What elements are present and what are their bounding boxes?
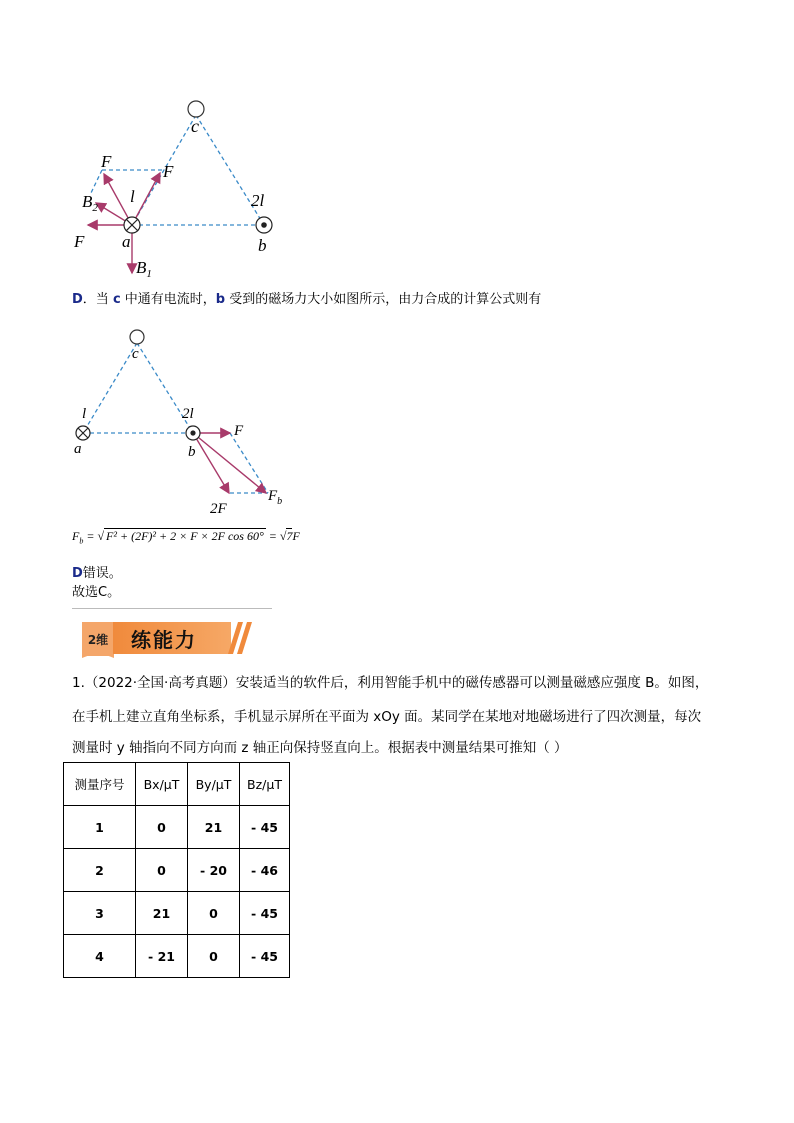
question-block (72, 668, 732, 756)
conclusion-d: D错误。 (72, 566, 122, 581)
label-l: l (130, 187, 135, 206)
option-d-letter: D (72, 292, 83, 307)
force-formula: $F_b$ = √ F² + (2F)² + 2 × F × 2F cos 60° = √7F (72, 529, 300, 546)
force-arrows-2 (193, 433, 266, 493)
label-c: c (191, 116, 199, 136)
conclusion-choice: 故选C。 (72, 585, 121, 600)
label-f-left: F (74, 232, 85, 251)
force-diagram-2 (60, 325, 310, 525)
label-2l: 2l (251, 191, 265, 210)
option-d-line: D．当 c 中通有电流时，b 受到的磁场力大小如图所示，由力合成的计算公式则有 (72, 292, 542, 307)
measurement-table (63, 762, 290, 978)
header-bx: Bx/μT (136, 763, 188, 806)
wire-b-out-of-page (256, 217, 272, 233)
sqrt-sign: √ (97, 529, 105, 543)
banner-title: 练能力 (113, 622, 231, 654)
table-row: 4 - 21 0 - 45 (64, 935, 290, 978)
triangle-dashed-lines (90, 115, 264, 225)
label-b: b (258, 236, 267, 255)
wire-a-into-page (124, 217, 140, 233)
label2-a: a (74, 441, 82, 457)
header-index: 测量序号 (64, 763, 136, 806)
label2-2f: 2F (210, 501, 227, 517)
label2-2l: 2l (182, 406, 194, 422)
label2-b: b (188, 444, 196, 460)
question-line-2: 在手机上建立直角坐标系，手机显示屏所在平面为 xOy 面。某同学在某地对地磁场进行了四次测量，每次 (72, 709, 702, 725)
section-divider (72, 608, 272, 609)
table-row: 2 0 - 20 - 46 (64, 849, 290, 892)
label-b2: $B_2$ (82, 192, 98, 214)
table-header-row (64, 763, 290, 806)
banner-tail (82, 652, 114, 658)
label2-c: c (132, 346, 139, 362)
header-bz: Bz/μT (240, 763, 290, 806)
banner-number: 2维 (82, 622, 114, 656)
label-b1: $B_1$ (136, 258, 152, 280)
label2-l: l (82, 406, 87, 422)
table-row: 3 21 0 - 45 (64, 892, 290, 935)
wire-c (188, 101, 204, 117)
label-f-top-left: F (101, 152, 112, 171)
wire-b-2-out-of-page (186, 426, 200, 440)
wire-a-2-into-page (76, 426, 90, 440)
wire-c-2 (130, 330, 144, 344)
force-diagram-1 (60, 95, 320, 285)
question-line-3: 测量时 y 轴指向不同方向而 z 轴正向保持竖直向上。根据表中测量结果可推知（ ） (72, 740, 568, 756)
triangle-dashed-lines-2 (83, 343, 268, 493)
question-line-1: 1.（2022·全国·高考真题）安装适当的软件后，利用智能手机中的磁传感器可以测量磁感应强度 B。如图， (72, 675, 709, 691)
table-row: 1 0 21 - 45 (64, 806, 290, 849)
label-f-top-right: F (163, 162, 174, 181)
label2-f: F (234, 423, 244, 439)
banner-stripes (228, 622, 258, 654)
label-a: a (122, 232, 131, 251)
header-by: By/μT (188, 763, 240, 806)
label2-fb: $F_b$ (268, 488, 283, 507)
